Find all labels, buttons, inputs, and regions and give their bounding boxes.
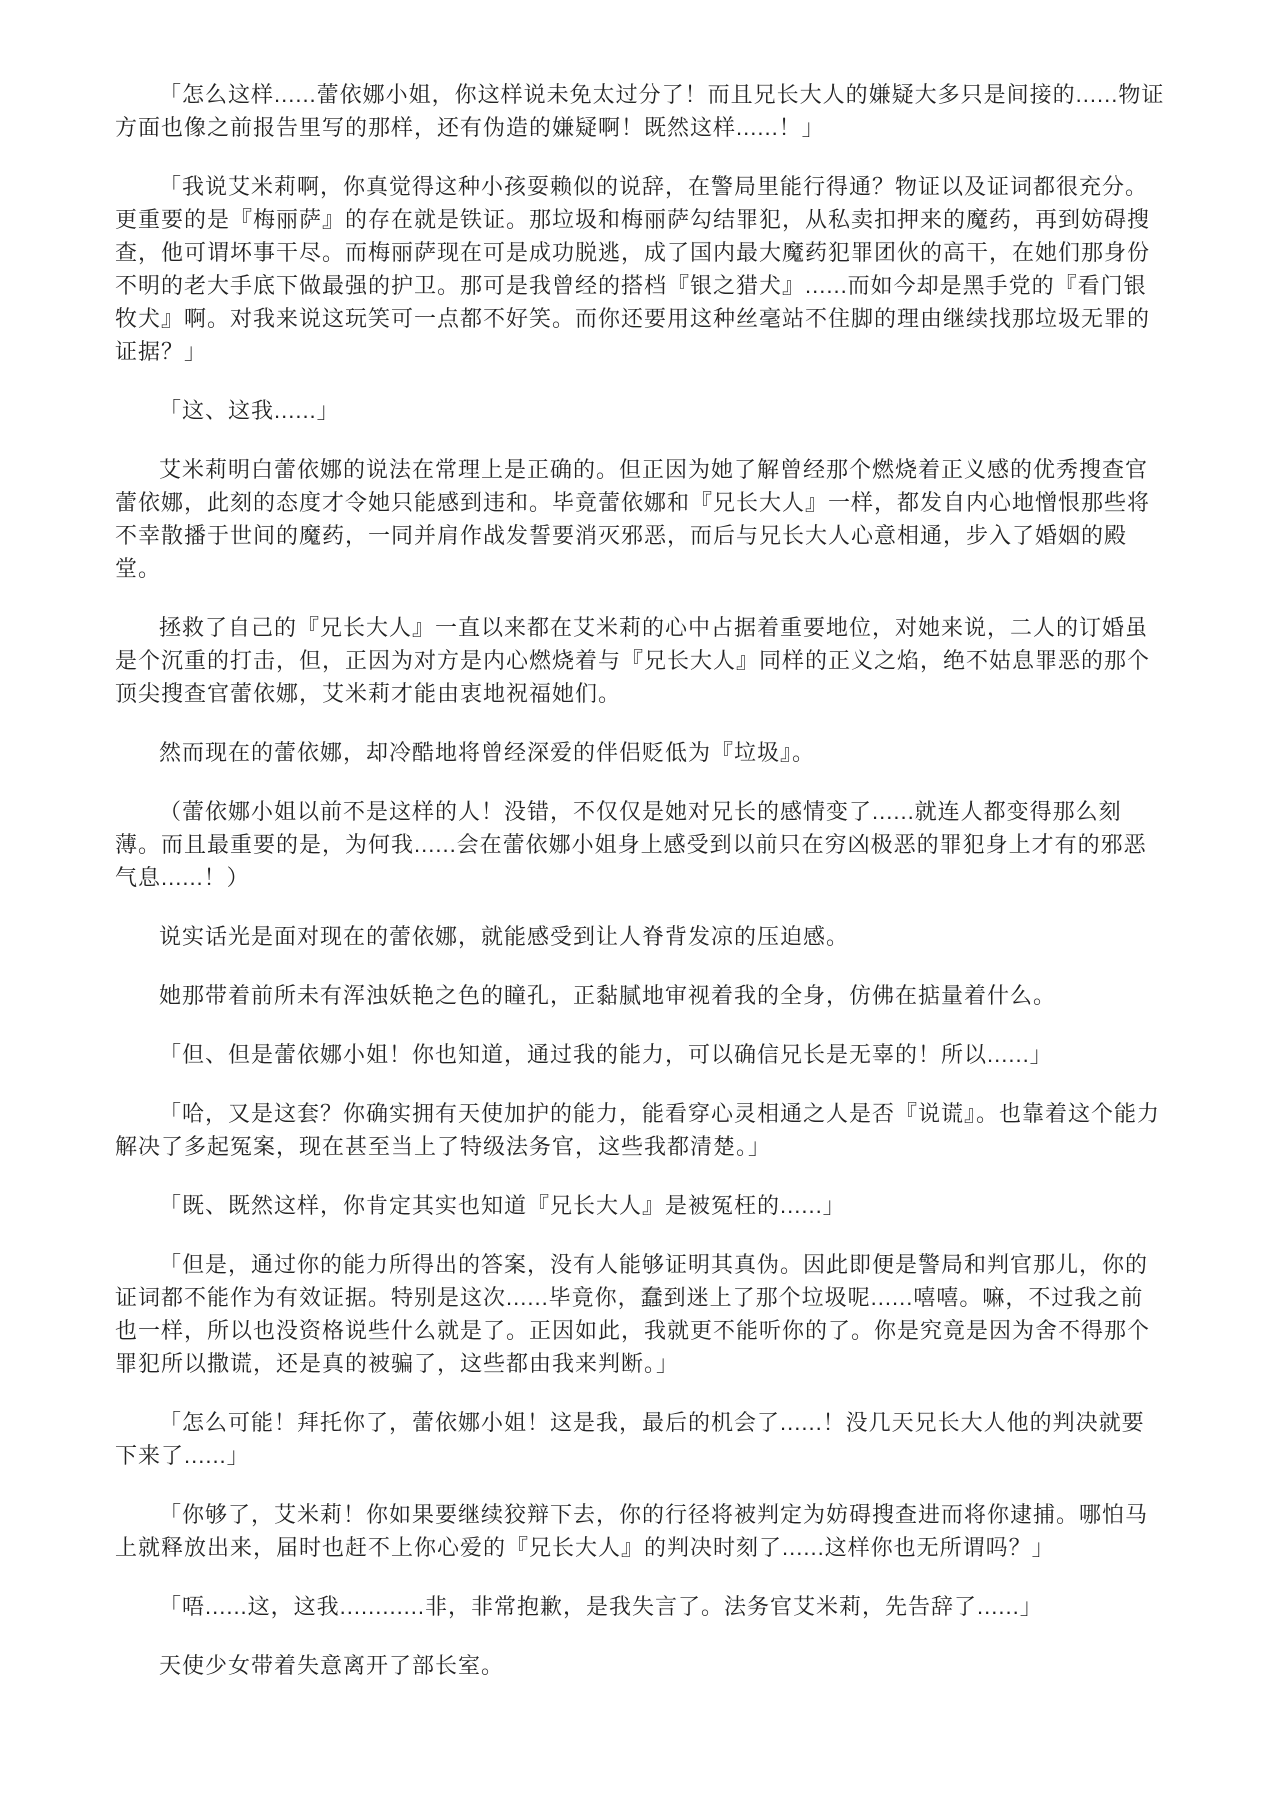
paragraph: 她那带着前所未有浑浊妖艳之色的瞳孔，正黏腻地审视着我的全身，仿佛在掂量着什么。 xyxy=(159,983,1057,1008)
paragraph: 然而现在的蕾依娜，却冷酷地将曾经深爱的伴侣贬低为『垃圾』。 xyxy=(159,740,816,765)
paragraph: 说实话光是面对现在的蕾依娜，就能感受到让人脊背发凉的压迫感。 xyxy=(159,924,850,949)
paragraph: 「唔......这，这我............非，非常抱歉，是我失言了。法务官艾米莉，先告辞了......」 xyxy=(159,1594,1043,1619)
paragraph: 「既、既然这样，你肯定其实也知道『兄长大人』是被冤枉的......」 xyxy=(159,1193,846,1218)
paragraph: 天使少女带着失意离开了部长室。 xyxy=(159,1653,505,1678)
paragraph: 「我说艾米莉啊，你真觉得这种小孩耍赖似的说辞，在警局里能行得通？物证以及证词都很充分。更重要的是『梅丽萨』的存在就是铁证。那垃圾和梅丽萨勾结罪犯，从私卖扣押来的魔药，再到妨碍搜查，他可谓坏事干尽。而梅丽萨现在可是成功脱逃，成了国内最大魔药犯罪团伙的高干，在她们那身份不明的老大手底下做最强的护卫。那可是我曾经的搭档『银之猎犬』......而如今却是黑手党的『看门银牧犬』啊。对我来说这玩笑可一点都不好笑。而你还要用这种丝毫站不住脚的理由继续找那垃圾无罪的证据？」 xyxy=(115,174,1151,364)
paragraph: 「但、但是蕾依娜小姐！你也知道，通过我的能力，可以确信兄长是无辜的！所以......」 xyxy=(159,1042,1053,1067)
paragraph: （蕾依娜小姐以前不是这样的人！没错，不仅仅是她对兄长的感情变了......就连人都变得那么刻薄。而且最重要的是，为何我......会在蕾依娜小姐身上感受到以前只在穷凶极恶的罪犯身上才有的邪恶气息......！） xyxy=(115,799,1147,890)
paragraph: 「你够了，艾米莉！你如果要继续狡辩下去，你的行径将被判定为妨碍搜查进而将你逮捕。哪怕马上就释放出来，届时也赶不上你心爱的『兄长大人』的判决时刻了......这样你也无所谓吗？」 xyxy=(115,1502,1149,1560)
paragraph: 「怎么可能！拜托你了，蕾依娜小姐！这是我，最后的机会了......！没几天兄长大人他的判决就要下来了......」 xyxy=(115,1410,1145,1468)
paragraph: 「哈，又是这套？你确实拥有天使加护的能力，能看穿心灵相通之人是否『说谎』。也靠着这个能力解决了多起冤案，现在甚至当上了特级法务官，这些我都清楚。」 xyxy=(115,1101,1161,1159)
paragraph: 「这、这我......」 xyxy=(159,398,340,423)
paragraph: 拯救了自己的『兄长大人』一直以来都在艾米莉的心中占据着重要地位，对她来说，二人的订婚虽是个沉重的打击，但，正因为对方是内心燃烧着与『兄长大人』同样的正义之焰，绝不姑息罪恶的那个顶尖搜查官蕾依娜，艾米莉才能由衷地祝福她们。 xyxy=(115,615,1151,706)
paragraph: 艾米莉明白蕾依娜的说法在常理上是正确的。但正因为她了解曾经那个燃烧着正义感的优秀搜查官蕾依娜，此刻的态度才令她只能感到违和。毕竟蕾依娜和『兄长大人』一样，都发自内心地憎恨那些将不幸散播于世间的魔药，一同并肩作战发誓要消灭邪恶，而后与兄长大人心意相通，步入了婚姻的殿堂。 xyxy=(115,457,1151,581)
paragraph: 「怎么这样......蕾依娜小姐，你这样说未免太过分了！而且兄长大人的嫌疑大多只是间接的......物证方面也像之前报告里写的那样，还有伪造的嫌疑啊！既然这样......！」 xyxy=(115,82,1165,140)
paragraph: 「但是，通过你的能力所得出的答案，没有人能够证明其真伪。因此即便是警局和判官那儿，你的证词都不能作为有效证据。特别是这次......毕竟你，蠢到迷上了那个垃圾呢......嘻嘻。嘛，不过我之前也一样，所以也没资格说些什么就是了。正因如此，我就更不能听你的了。你是究竟是因为舍不得那个罪犯所以撒谎，还是真的被骗了，这些都由我来判断。」 xyxy=(115,1252,1151,1376)
